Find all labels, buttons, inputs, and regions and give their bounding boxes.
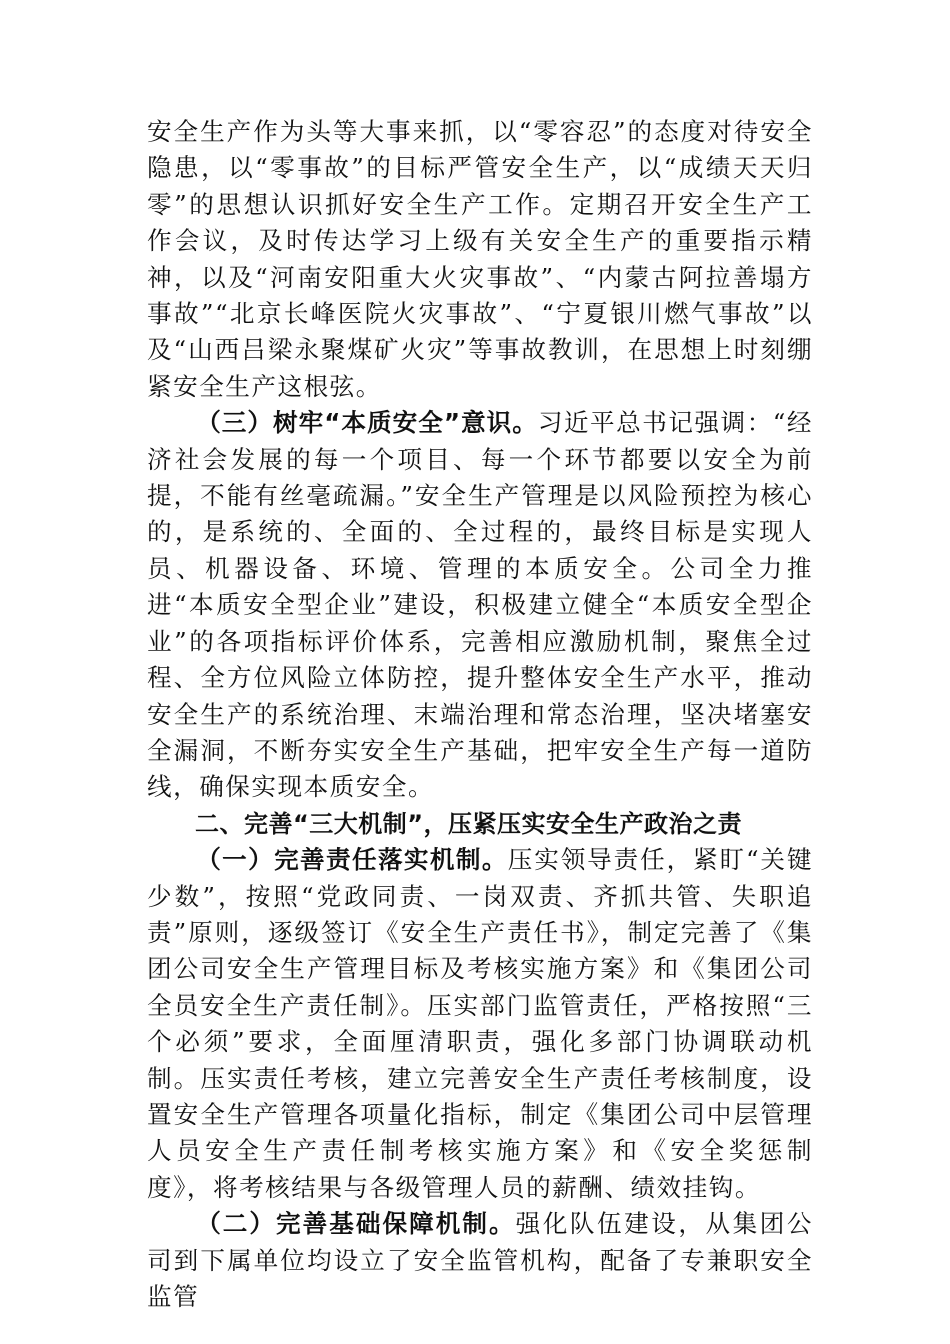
subsection-heading: （二）完善基础保障机制。 — [196, 1209, 516, 1239]
section-heading: 二、完善“三大机制”，压紧压实安全生产政治之责 — [195, 809, 743, 838]
paragraph-safety-priority — [147, 114, 813, 405]
paragraph-body: 压实领导责任，紧盯“关键少数”，按照“党政同责、一岗双责、齐抓共管、失职追责”原则，逐级签订《安全生产责任书》，制定完善了《集团公司安全生产管理目标及考核实施方案》和《集团公司全员安全生产责任制》。压实部门监管责任，严格按照“三个必须”要求，全面厘清职责，强化多部门协调联动机制。压实责任考核，建立完善安全生产责任考核制度，设置安全生产管理各项量化指标，制定《集团公司中层管理人员安全生产责任制考核实施方案》和《安全奖惩制度》，将考核结果与各级管理人员的薪酬、绩效挂钩。 — [147, 845, 813, 1202]
paragraph-responsibility-mechanism — [147, 842, 813, 1206]
paragraph-guarantee-mechanism — [147, 1206, 813, 1315]
paragraph-body: 安全生产作为头等大事来抓，以“零容忍”的态度对待安全隐患，以“零事故”的目标严管安全生产，以“成绩天天归零”的思想认识抓好安全生产工作。定期召开安全生产工作会议，及时传达学习上级有关安全生产的重要指示精神，以及“河南安阳重大火灾事故”、“内蒙古阿拉善塌方事故”“北京长峰医院火灾事故”、“宁夏银川燃气事故”以及“山西吕梁永聚煤矿火灾”等事故教训，在思想上时刻绷紧安全生产这根弦。 — [147, 117, 813, 401]
document-page — [147, 114, 813, 1315]
paragraph-body: 习近平总书记强调：“经济社会发展的每一个项目、每一个环节都要以安全为前提，不能有丝毫疏漏。”安全生产管理是以风险预控为核心的，是系统的、全面的、全过程的，最终目标是实现人员、机器设备、环境、管理的本质安全。公司全力推进“本质安全型企业”建设，积极建立健全“本质安全型企业”的各项指标评价体系，完善相应激励机制，聚焦全过程、全方位风险立体防控，提升整体安全生产水平，推动安全生产的系统治理、末端治理和常态治理，坚决堵塞安全漏洞，不断夯实安全生产基础，把牢安全生产每一道防线，确保实现本质安全。 — [147, 408, 813, 802]
paragraph-intrinsic-safety — [147, 405, 813, 805]
subsection-heading: （三）树牢“本质安全”意识。 — [196, 408, 538, 438]
subsection-heading: （一）完善责任落实机制。 — [196, 845, 508, 875]
paragraph-body: 强化队伍建设，从集团公司到下属单位均设立了安全监管机构，配备了专兼职安全监管 — [147, 1209, 813, 1311]
